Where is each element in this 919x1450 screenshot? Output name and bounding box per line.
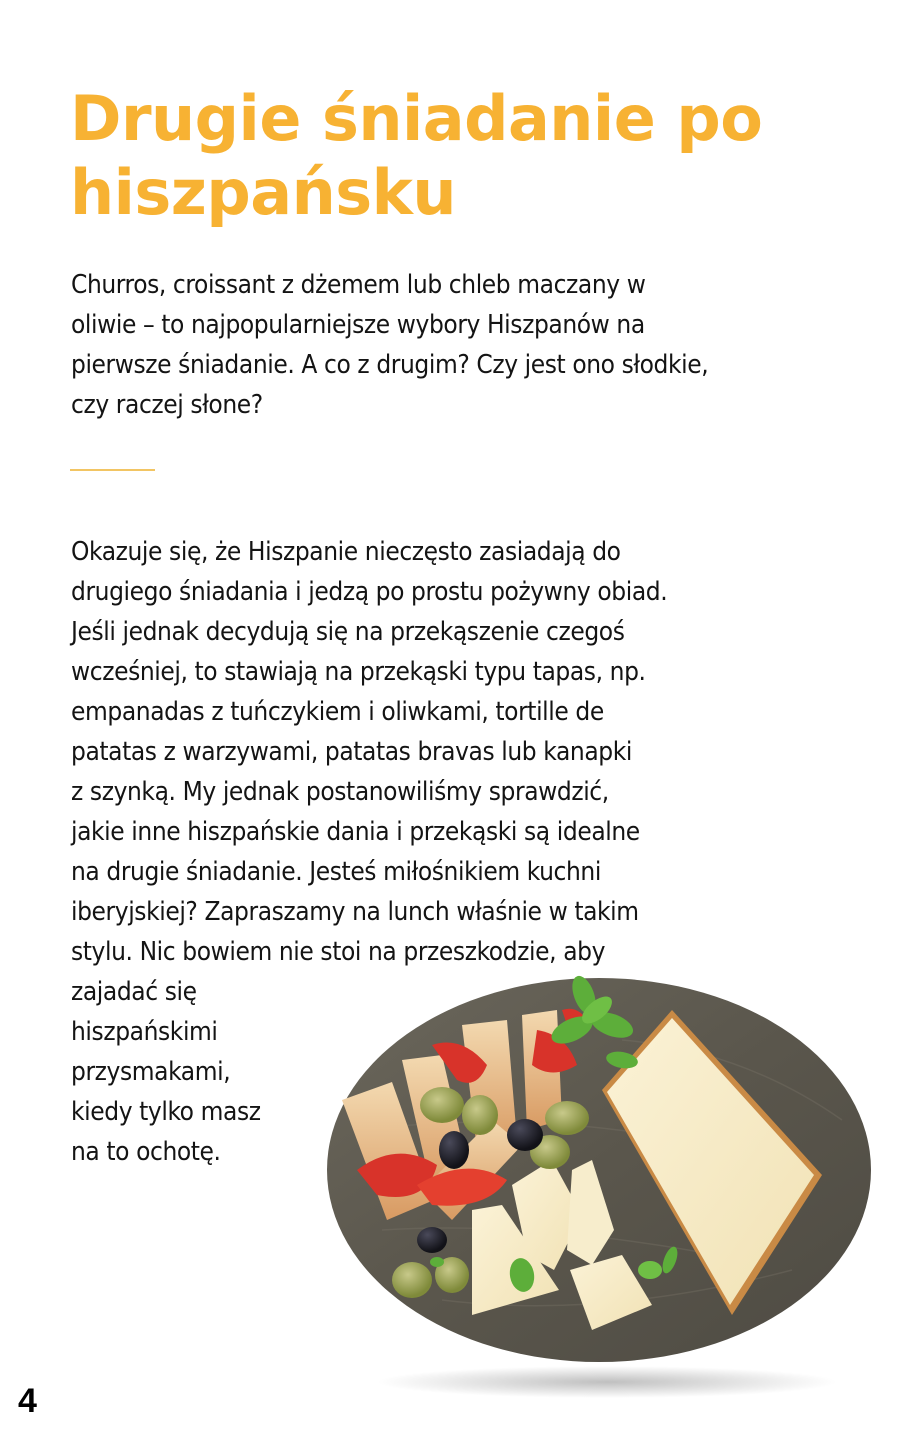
title-line: hiszpańsku — [70, 156, 457, 229]
page-number: 4 — [18, 1382, 37, 1420]
text-line: przysmakami, — [71, 1057, 231, 1087]
cheese-plate-illustration — [322, 970, 882, 1400]
body-paragraph — [71, 532, 667, 972]
page-title — [70, 82, 870, 230]
text-line: kiedy tylko masz — [71, 1097, 261, 1127]
text-line: pierwsze śniadanie. A co z drugim? Czy jest ono słodkie, — [71, 350, 709, 380]
text-line: stylu. Nic bowiem nie stoi na przeszkodzie, aby — [71, 937, 606, 967]
text-line: hiszpańskimi — [71, 1017, 218, 1047]
text-line: Jeśli jednak decydują się na przekąszenie czegoś — [71, 617, 625, 647]
text-line: na to ochotę. — [71, 1137, 221, 1167]
intro-paragraph — [71, 265, 708, 425]
text-line: jakie inne hiszpańskie dania i przekąski są idealne — [71, 817, 640, 847]
text-line: empanadas z tuńczykiem i oliwkami, tortille de — [71, 697, 604, 727]
text-line: Churros, croissant z dżemem lub chleb maczany w — [71, 270, 646, 300]
text-line: oliwie – to najpopularniejsze wybory Hiszpanów na — [71, 310, 645, 340]
text-line: iberyjskiej? Zapraszamy na lunch właśnie w takim — [71, 897, 639, 927]
text-line: zajadać się — [71, 977, 197, 1007]
section-divider — [70, 469, 155, 471]
title-line: Drugie śniadanie po — [70, 82, 763, 155]
text-line: drugiego śniadania i jedzą po prostu pożywny obiad. — [71, 577, 668, 607]
text-line: wcześniej, to stawiają na przekąski typu tapas, np. — [71, 657, 646, 687]
body-paragraph-wrapped — [71, 972, 261, 1172]
text-line: czy raczej słone? — [71, 390, 263, 420]
text-line: patatas z warzywami, patatas bravas lub kanapki — [71, 737, 632, 767]
plate-shadow — [377, 1366, 837, 1398]
tapas-plate-image — [322, 970, 882, 1400]
text-line: z szynką. My jednak postanowiliśmy sprawdzić, — [71, 777, 609, 807]
text-line: Okazuje się, że Hiszpanie nieczęsto zasiadają do — [71, 537, 621, 567]
text-line: na drugie śniadanie. Jesteś miłośnikiem kuchni — [71, 857, 601, 887]
